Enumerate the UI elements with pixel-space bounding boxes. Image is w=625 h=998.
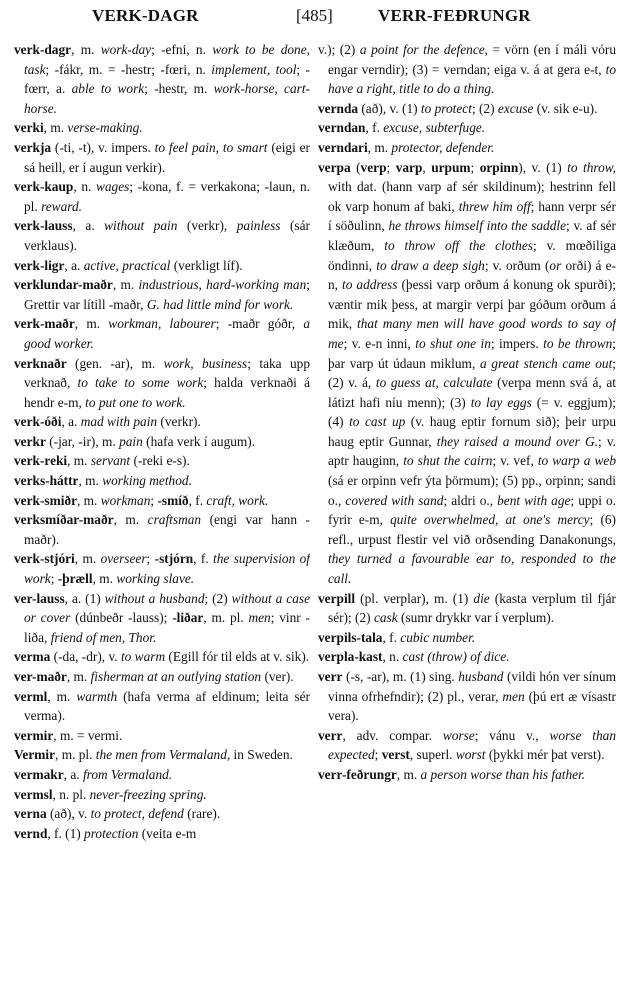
dictionary-entry <box>14 471 310 491</box>
definition-italic: mad with pain <box>80 414 158 430</box>
headword: verndari <box>318 139 368 155</box>
entry-text: , f. (1) <box>47 825 85 841</box>
entry-text: , n. <box>382 649 403 665</box>
headword: verk-lauss <box>14 218 73 234</box>
header-left-guideword: VERK-DAGR <box>92 6 199 25</box>
definition-italic: never-freezing spring. <box>89 786 207 802</box>
header-right-guideword: VERR-FEÐRUNGR <box>378 6 531 25</box>
entry-text: (gen. -ar), m. <box>66 355 164 371</box>
definition-italic: without pain <box>104 218 178 234</box>
dictionary-entry <box>318 628 616 648</box>
entry-text: ; -hestr, m. <box>144 81 214 97</box>
entry-text: ; v. aptr hauginn, <box>328 433 616 469</box>
definition-italic: husband <box>458 669 504 684</box>
dictionary-entry <box>318 667 616 726</box>
definition-italic: servant <box>90 453 131 469</box>
definition-italic: work-horse, cart-horse. <box>24 81 310 116</box>
entry-text: , m. <box>92 571 117 587</box>
definition-italic: work to be done, task <box>24 42 310 77</box>
definition-italic: to draw a deep sigh <box>376 257 485 273</box>
entry-text: ; <box>470 159 480 175</box>
dictionary-entry <box>318 118 616 138</box>
entry-text: , f. <box>193 551 214 567</box>
definition-italic: cask <box>373 610 398 626</box>
entry-text: (ver). <box>261 669 294 684</box>
headword: verma <box>14 649 51 665</box>
entry-text: , m. <box>112 277 139 293</box>
headword: verr <box>318 669 343 684</box>
definition-italic: warmth <box>76 688 118 704</box>
headword: -þræll <box>57 571 93 587</box>
entry-text: (= v. eggjum); (4) <box>328 394 616 430</box>
entry-text: , m. <box>78 473 103 489</box>
entry-text: ; <box>146 551 155 567</box>
definition-italic: craft, work. <box>206 492 269 508</box>
definition-italic: to throw off the clothes <box>384 237 533 253</box>
dictionary-entry <box>14 726 310 746</box>
entry-text: , a. <box>64 257 84 273</box>
entry-text: (v. haug eptir fornum sið); þeir urpu haug eptir Gunnar, <box>328 414 616 449</box>
headword: verk-stjóri <box>14 551 75 567</box>
dictionary-entry <box>318 726 616 765</box>
dictionary-entry <box>14 412 310 432</box>
definition-italic: cubic number. <box>400 629 476 645</box>
dictionary-entry <box>14 177 310 216</box>
headword: vernda <box>318 100 359 116</box>
dictionary-entry <box>14 667 310 687</box>
definition-italic: quite overwhelmed, at one's mercy <box>390 512 590 528</box>
headword: verkja <box>14 139 52 155</box>
headword: verksmíðar-maðr <box>14 512 114 528</box>
entry-text: , adv. compar. <box>342 727 443 743</box>
entry-text: (hafa verk í augum). <box>142 433 256 449</box>
dictionary-entry <box>14 647 310 667</box>
headword: verr-feðrungr <box>318 766 397 782</box>
headword: verk-reki <box>14 453 68 469</box>
entry-text: ; impers. <box>490 335 544 351</box>
headword: verk-smiðr <box>14 492 77 508</box>
entry-text: (hafa verma af eldinum; leita sér verma). <box>24 688 310 724</box>
entry-text: ; (2) <box>471 100 498 116</box>
headword: verpils-tala <box>318 629 383 645</box>
entry-text: , m. <box>74 551 101 567</box>
entry-text: (-jar, -ir), m. <box>45 433 120 449</box>
definition-italic: to lay eggs <box>470 394 532 410</box>
dictionary-entry <box>14 824 310 844</box>
definition-italic: the supervision of work <box>24 551 310 587</box>
definition-italic: to warp a web <box>537 453 616 469</box>
definition-italic: from Vermaland. <box>82 766 173 782</box>
dictionary-entry <box>14 314 310 353</box>
entry-text: ; v. vef, <box>492 453 538 469</box>
dictionary-entry <box>14 118 310 138</box>
headword: vermir <box>14 727 54 743</box>
headword: verk-maðr <box>14 316 75 332</box>
headword: varp <box>395 159 423 175</box>
left-column <box>14 40 310 995</box>
entry-text: ; aldri o., <box>443 492 498 508</box>
headword: verk-óði <box>14 414 62 430</box>
entry-text: (-da, -dr), v. <box>50 649 121 665</box>
page-number: [485] <box>296 6 333 25</box>
definition-italic: cast (throw) of dice. <box>402 649 510 665</box>
dictionary-entry <box>318 589 616 628</box>
entry-text: v.); (2) <box>318 42 360 57</box>
entry-text: (verkligt líf). <box>170 257 243 273</box>
entry-text: (rare). <box>183 806 221 822</box>
entry-text: ; <box>386 159 396 175</box>
entry-text: , m. <box>47 688 77 704</box>
definition-italic: worse <box>442 727 475 743</box>
definition-italic: pain <box>119 433 143 449</box>
entry-text: ), v. (1) <box>518 159 568 175</box>
entry-text: (-ti, -t), v. impers. <box>51 139 155 155</box>
entry-text: ; uppi o. fyrir e-m, <box>328 492 616 528</box>
definition-italic: to protect <box>420 100 472 116</box>
dictionary-entry <box>14 256 310 276</box>
entry-text: (eigi er sá heill, er í augun verkir). <box>24 139 310 175</box>
entry-text: (dúnbeðr -lauss); <box>70 610 173 626</box>
definition-italic: protection <box>84 825 139 841</box>
definition-italic: protector, defender. <box>391 139 495 155</box>
definition-italic: to put one to work. <box>85 394 186 410</box>
definition-italic: a good worker. <box>24 316 310 351</box>
entry-text: ; vánu v., <box>474 727 550 743</box>
right-column <box>318 40 616 995</box>
entry-text: (þessi varp orðum á konung ok spurði); væntir mik þess, at margir verpi þar góðum orðum á mik, <box>328 277 616 332</box>
entry-text: (þykki mér þat verst). <box>485 747 605 763</box>
definition-italic: to shut one in <box>415 335 491 351</box>
definition-italic: die <box>473 590 490 606</box>
dictionary-entry <box>14 491 310 511</box>
definition-italic: to be thrown <box>543 335 613 351</box>
dictionary-entry <box>14 510 310 549</box>
entry-text: ; v. e-n inni, <box>343 335 416 351</box>
entry-text: ; -fœrr, a. <box>24 61 310 97</box>
headword: verr <box>318 727 343 743</box>
definition-italic: that many men will have good words to say of me <box>328 316 616 351</box>
definition-italic: the men from Vermaland, <box>95 747 231 763</box>
entry-text: , a. <box>63 766 83 782</box>
dictionary-entry <box>14 589 310 648</box>
definition-italic: workman <box>100 492 151 508</box>
dictionary-entry <box>14 216 310 255</box>
entry-text: (verpa menn svá á, at látizt hafi níu menn); (3) <box>328 375 616 410</box>
definition-italic: G. had little mind for work. <box>146 296 294 312</box>
entry-text: , a. (1) <box>64 590 105 606</box>
dictionary-entry <box>14 138 310 177</box>
definition-italic: wages <box>95 179 130 195</box>
definition-italic: work, business <box>163 355 248 371</box>
entry-text: , a. <box>61 414 81 430</box>
dictionary-entry <box>318 765 616 785</box>
definition-italic: a person worse than his father. <box>420 766 586 782</box>
definition-italic: workman, labourer <box>108 316 216 332</box>
definition-italic: to take to some work <box>77 375 204 391</box>
dictionary-entry <box>14 451 310 471</box>
definition-italic: working slave. <box>116 571 195 587</box>
entry-text: ; <box>50 571 58 587</box>
entry-text: , f. <box>188 492 207 508</box>
headword: -smíð <box>157 492 189 508</box>
headword: Vermir <box>14 747 56 763</box>
entry-text: ; vinr -liða, <box>24 610 310 645</box>
entry-text: (sá er orpinn vefr ýta þörmum); (5) pp., orpinn; sandi o., <box>328 473 616 508</box>
definition-italic: they raised a mound over G. <box>436 433 598 449</box>
dictionary-entry <box>318 99 616 119</box>
entry-text: (pl. verplar), m. (1) <box>355 590 474 606</box>
definition-italic: threw him off <box>458 198 531 214</box>
definition-italic: to address <box>342 277 398 293</box>
entry-text: (vildi hón ver sínum vinna ofrhefndir); (2) pl., verar, <box>328 669 616 704</box>
definition-italic: overseer <box>100 551 147 567</box>
headword: verpa <box>318 159 351 175</box>
definition-italic: a great stench came out <box>479 355 613 371</box>
headword: verki <box>14 120 44 136</box>
entry-text: (-s, -ar), m. (1) sing. <box>342 669 459 684</box>
entry-text: (v. sik e-u). <box>533 100 598 116</box>
entry-text: ; (6) refl., urpust flestir vel við orðsending Danakonungs, <box>328 512 616 547</box>
definition-italic: active, practical <box>83 257 171 273</box>
entry-text: ; halda verknaði á hendr e-m, <box>24 375 310 410</box>
definition-italic: work-day <box>100 42 152 57</box>
dictionary-entry <box>318 138 616 158</box>
dictionary-entry <box>14 549 310 588</box>
definition-italic: covered with sand <box>345 492 444 508</box>
definition-italic: to have a right, title to do a thing. <box>328 61 616 97</box>
entry-text: , m. <box>43 120 68 136</box>
headword: vernd <box>14 825 48 841</box>
headword: verk-ligr <box>14 257 65 273</box>
definition-italic: to throw, <box>567 159 616 175</box>
entry-text: , m. <box>77 492 101 508</box>
entry-text: ; v. mœðiliga öndinni, <box>328 237 616 273</box>
entry-text: , m. <box>67 453 91 469</box>
headword: -liðar <box>172 610 204 626</box>
entry-text: (engi var hann -maðr). <box>24 512 310 547</box>
entry-text: (Egill fór til elds at v. sik). <box>165 649 310 665</box>
definition-italic: a point for the defence <box>359 42 485 57</box>
dictionary-entry <box>14 354 310 413</box>
definition-italic: excuse <box>497 100 534 116</box>
entry-text: ; (2) v. á, <box>328 355 616 391</box>
entry-text: (þú ert æ vísastr vera). <box>328 688 616 724</box>
headword: verk-dagr <box>14 42 72 57</box>
headword: ver-lauss <box>14 590 65 606</box>
dictionary-entry <box>318 647 616 667</box>
headword: verks-háttr <box>14 473 79 489</box>
entry-text: , n. <box>73 179 96 195</box>
definition-italic: implement, tool <box>211 61 297 77</box>
entry-text: ; <box>150 492 158 508</box>
entry-text: ( <box>350 159 361 175</box>
definition-italic: bent with age <box>497 492 571 508</box>
definition-italic: men <box>248 610 271 626</box>
entry-text: , m. <box>113 512 148 528</box>
entry-text: , m. pl. <box>203 610 249 626</box>
headword: verklundar-maðr <box>14 277 113 293</box>
headword: verpill <box>318 590 356 606</box>
dictionary-entry <box>318 40 616 99</box>
entry-text: , f. <box>382 629 401 645</box>
definition-italic: worst <box>455 747 486 763</box>
definition-italic: to shut the cairn <box>403 453 493 469</box>
entry-text: , f. <box>365 120 384 136</box>
entry-text: , m. <box>66 669 91 684</box>
entry-text: , <box>422 159 432 175</box>
entry-text: , m. = vermi. <box>53 727 123 743</box>
definition-italic: friend of men, Thor. <box>50 629 157 645</box>
dictionary-entry <box>318 158 616 589</box>
entry-text: in Sweden. <box>230 747 293 763</box>
headword: verkr <box>14 433 46 449</box>
headword: verml <box>14 688 48 704</box>
entry-text: ; -kona, f. = verkakona; -laun, n. pl. <box>24 179 310 214</box>
entry-text: ; (2) <box>204 590 232 606</box>
entry-text: ; þar varp út údaun miklum, <box>328 335 616 371</box>
entry-text: ; <box>374 747 382 763</box>
definition-italic: he throws himself into the saddle <box>388 218 567 234</box>
dictionary-entry <box>14 745 310 765</box>
entry-text: , m. <box>71 42 101 57</box>
headword: vermsl <box>14 786 53 802</box>
entry-text: orði) á e-n, <box>328 257 616 293</box>
headword: verknaðr <box>14 355 67 371</box>
definition-italic: they turned a favourable ear to, responded to the call. <box>328 551 616 587</box>
definition-italic: reward. <box>41 198 82 214</box>
headword: verna <box>14 806 47 822</box>
entry-text: , m. pl. <box>55 747 96 763</box>
headword: urpum <box>431 159 471 175</box>
headword: verk-kaup <box>14 179 74 195</box>
definition-italic: verse-making. <box>67 120 143 136</box>
entry-text: ; hann verpr sér í söðulinn, <box>328 198 616 234</box>
entry-text: , m. <box>367 139 392 155</box>
page-header <box>0 4 625 30</box>
entry-text: ; -maðr góðr, <box>215 316 304 332</box>
definition-italic: to guess at, calculate <box>375 375 493 391</box>
headword: ver-maðr <box>14 669 67 684</box>
dictionary-entry <box>14 687 310 726</box>
headword: orpinn <box>479 159 519 175</box>
dictionary-entry <box>14 432 310 452</box>
entry-text: with dat. (hann varp af sér skildinum); hestrinn fell ok varp honum af baki, <box>328 179 616 214</box>
definition-italic: craftsman <box>147 512 202 528</box>
definition-italic: working method. <box>102 473 192 489</box>
entry-text: (sumr drykkr var í verplum). <box>397 610 555 626</box>
headword: verp <box>360 159 387 175</box>
entry-text: , m. <box>74 316 109 332</box>
entry-text: (að), v. <box>46 806 91 822</box>
definition-italic: or <box>549 257 562 273</box>
definition-italic: excuse, subterfuge. <box>383 120 486 136</box>
headword: verndan <box>318 120 366 136</box>
definition-italic: without a case or cover <box>24 590 310 626</box>
headword: vermakr <box>14 766 64 782</box>
headword: -stjórn <box>154 551 194 567</box>
entry-text: , superl. <box>409 747 456 763</box>
entry-text: ; v. orðum ( <box>484 257 550 273</box>
entry-text: , m. <box>396 766 421 782</box>
headword: verpla-kast <box>318 649 383 665</box>
headword: verst <box>381 747 410 763</box>
entry-text: ; taka upp verknað, <box>24 355 310 391</box>
definition-italic: to feel pain, to smart <box>154 139 268 155</box>
dictionary-entry <box>14 804 310 824</box>
entry-text: , n. pl. <box>52 786 90 802</box>
entry-text: (kasta verplum til fjár sér); (2) <box>328 590 616 626</box>
entry-text: ; v. af sér klæðum, <box>328 218 616 253</box>
entry-text: (verkr), <box>177 218 237 234</box>
entry-text: ; -fákr, m. = -hestr; -fœri, n. <box>45 61 212 77</box>
entry-text: , a. <box>72 218 105 234</box>
entry-text: (að), v. (1) <box>358 100 421 116</box>
definition-italic: men <box>502 688 525 704</box>
entry-text: , = vörn (en í máli vóru engar verndir); (3) = verndan; eiga v. á at gera e-t, <box>328 42 616 77</box>
definition-italic: industrious, hard-working man <box>138 277 307 293</box>
definition-italic: able to work <box>71 81 145 97</box>
dictionary-entry <box>14 275 310 314</box>
dictionary-entry <box>14 40 310 118</box>
entry-text: ; Grettir var lítill -maðr, <box>24 277 310 312</box>
definition-italic: fisherman at an outlying station <box>90 669 262 684</box>
dictionary-entry <box>14 765 310 785</box>
entry-text: (verkr). <box>157 414 201 430</box>
definition-italic: painless <box>236 218 281 234</box>
definition-italic: worse than expected <box>328 727 616 763</box>
entry-text: (sár verklaus). <box>24 218 310 253</box>
entry-text: ; -efni, n. <box>151 42 213 57</box>
entry-text: (veita e-m <box>138 825 197 841</box>
dictionary-entry <box>14 785 310 805</box>
definition-italic: without a husband <box>104 590 205 606</box>
definition-italic: to protect, defend <box>90 806 184 822</box>
definition-italic: to cast up <box>349 414 406 430</box>
entry-text: (-reki e-s). <box>130 453 190 469</box>
definition-italic: to warm <box>120 649 166 665</box>
